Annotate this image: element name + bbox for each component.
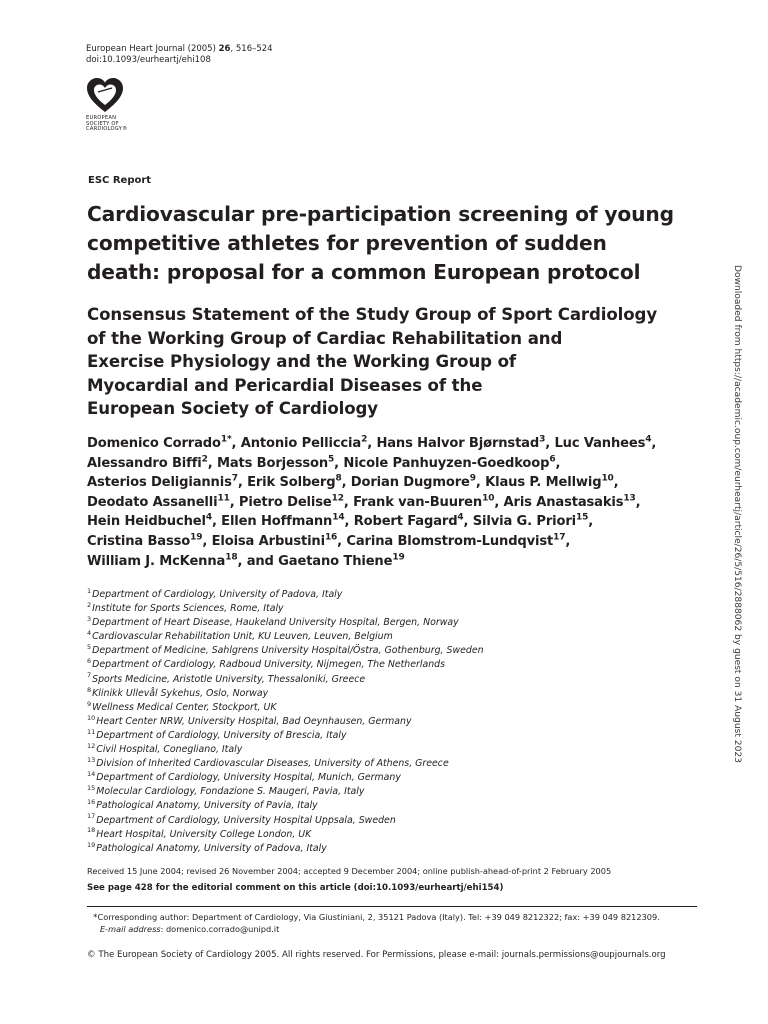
affiliation-number: 6 (87, 657, 92, 666)
affiliation (87, 785, 707, 799)
affiliation (87, 630, 707, 644)
author (212, 534, 347, 549)
logo-line: EUROPEAN (86, 115, 117, 121)
affiliation-text: Department of Heart Disease, Haukeland University Hospital, Bergen, Norway (92, 617, 459, 629)
article-title (87, 200, 707, 287)
author-name: Klaus P. Mellwig (485, 475, 602, 491)
logo-line: CARDIOLOGY® (86, 126, 128, 133)
author (376, 436, 554, 451)
author-separator: , (231, 436, 241, 451)
affiliation-text: Cardiovascular Rehabilitation Unit, KU Leuven, Leuven, Belgium (92, 631, 393, 643)
author (346, 534, 570, 549)
author-affiliation-mark: 14 (332, 513, 345, 524)
affiliation-text: Pathological Anatomy, University of Pavia, Italy (96, 800, 318, 812)
author-affiliation-mark: 18 (225, 552, 238, 563)
affiliation-text: Department of Cardiology, University of Padova, Italy (92, 589, 343, 600)
author (87, 456, 217, 471)
author-affiliation-mark: 9 (469, 473, 476, 484)
email-line (93, 924, 660, 935)
author-name: Domenico Corrado (87, 436, 221, 451)
author-affiliation-mark: 12 (331, 493, 344, 504)
author-name: Antonio Pelliccia (240, 436, 362, 451)
affiliation-list (87, 588, 707, 856)
affiliation-number: 3 (87, 615, 92, 624)
correspondence-footnote (93, 912, 660, 935)
footnote-divider (87, 906, 697, 907)
affiliation-number: 18 (87, 826, 96, 835)
author-line (87, 473, 727, 493)
journal-citation (86, 44, 273, 66)
affiliation (87, 616, 707, 630)
author-name: Silvia G. Priori (472, 514, 576, 530)
author-affiliation-mark: 13 (623, 493, 636, 504)
author-affiliation-mark: 4 (645, 434, 652, 445)
logo-line: SOCIETY OF (86, 120, 119, 127)
subtitle-line: of the Working Group of Cardiac Rehabilitation and (87, 328, 563, 348)
author-separator: , (337, 533, 347, 549)
author-separator: , (545, 436, 555, 451)
author (87, 495, 239, 510)
affiliation (87, 673, 707, 687)
email-label: E-mail address (100, 924, 161, 934)
subtitle-line: Consensus Statement of the Study Group of Sport Cardiology (87, 305, 658, 324)
affiliation-text: Heart Hospital, University College London, UK (96, 828, 312, 840)
affiliation-number: 9 (87, 699, 92, 708)
author-name: Deodato Assanelli (87, 494, 218, 510)
author-separator: , (341, 475, 351, 491)
correspondence-address: Corresponding author: Department of Cardiology, Via Giustiniani, 2, 35121 Padova (Italy). Tel: +39 049 8212322; fax: +39 049 8212309. (97, 912, 660, 922)
title-line: Cardiovascular pre-participation screening of young (87, 202, 674, 226)
author-affiliation-mark: 1* (220, 434, 232, 445)
journal-name: European Heart Journal (2005) (86, 44, 216, 54)
affiliation-number: 1 (87, 586, 92, 595)
author-name: and Gaetano Thiene (246, 553, 393, 569)
author (485, 475, 618, 490)
author-name: Pietro Delise (238, 494, 332, 510)
affiliation-number: 11 (87, 727, 96, 736)
author-name: Robert Fagard (353, 514, 458, 530)
author-line (87, 512, 727, 532)
title-line: competitive athletes for prevention of sudden (87, 231, 607, 255)
asterisk-marker: * (93, 913, 98, 923)
affiliation (87, 743, 707, 757)
author-separator: , (588, 514, 594, 530)
author-separator: , (344, 514, 354, 530)
author-name: Asterios Deligiannis (87, 475, 232, 491)
author-affiliation-mark: 2 (361, 434, 368, 445)
author (87, 514, 221, 529)
affiliation (87, 799, 707, 813)
affiliation (87, 842, 707, 856)
subtitle-line: Myocardial and Pericardial Diseases of the (87, 375, 483, 395)
author-separator: , (237, 475, 248, 491)
esc-logo-text (86, 116, 156, 133)
author-affiliation-mark: 2 (201, 454, 208, 465)
author-line (87, 532, 727, 552)
affiliation-number: 12 (87, 741, 96, 750)
correspondence-line (93, 912, 660, 924)
author-separator: , (229, 494, 239, 510)
heart-logo-icon (86, 78, 124, 114)
affiliation-number: 2 (87, 600, 92, 609)
affiliation (87, 701, 707, 715)
affiliation-number: 5 (87, 643, 92, 652)
author-separator: , (334, 455, 344, 471)
author-separator: , (635, 494, 641, 510)
affiliation-text: Wellness Medical Center, Stockport, UK (92, 701, 277, 713)
affiliation-number: 8 (87, 685, 92, 694)
affiliation-number: 19 (87, 840, 96, 849)
affiliation (87, 602, 707, 616)
author-affiliation-mark: 17 (553, 532, 566, 543)
author-affiliation-mark: 3 (539, 434, 546, 445)
author (353, 495, 503, 510)
author-separator: , (463, 514, 473, 530)
author-name: Hein Heidbuchel (87, 514, 206, 530)
author (241, 436, 377, 451)
author-affiliation-mark: 4 (205, 513, 212, 524)
affiliation-text: Sports Medicine, Aristotle University, Thessaloniki, Greece (92, 673, 366, 685)
author-name: Erik Solberg (247, 475, 336, 491)
author-affiliation-mark: 8 (335, 473, 342, 484)
journal-pages: , 516–524 (230, 44, 273, 54)
author-name: Nicole Panhuyzen-Goedkoop (343, 455, 550, 471)
author (87, 475, 247, 490)
affiliation (87, 715, 707, 729)
affiliation-text: Department of Cardiology, University of Brescia, Italy (96, 729, 347, 741)
article-subtitle (87, 303, 707, 421)
affiliation (87, 757, 707, 771)
title-line: death: proposal for a common European protocol (87, 260, 641, 284)
author-separator: , (211, 514, 222, 530)
author (239, 495, 353, 510)
affiliation-number: 16 (87, 798, 96, 807)
affiliation (87, 658, 707, 672)
author (221, 514, 354, 529)
author (87, 534, 212, 549)
author-name: Luc Vanhees (554, 436, 646, 451)
author (87, 436, 241, 451)
author-separator: , (343, 494, 354, 510)
author-name: Carina Blomstrom-Lundqvist (346, 533, 554, 549)
affiliation-number: 10 (87, 713, 96, 722)
section-label: ESC Report (88, 175, 152, 186)
author-name: Aris Anastasakis (503, 494, 624, 510)
author-name: Frank van-Buuren (353, 494, 483, 510)
author-affiliation-mark: 6 (549, 454, 556, 465)
email-address: : domenico.corrado@unipd.it (160, 924, 280, 934)
author-line (87, 454, 727, 474)
author-separator: , (494, 494, 504, 510)
affiliation-text: Heart Center NRW, University Hospital, Bad Oeynhausen, Germany (96, 715, 412, 727)
author-affiliation-mark: 4 (457, 513, 464, 524)
affiliation-text: Molecular Cardiology, Fondazione S. Maugeri, Pavia, Italy (96, 786, 365, 798)
author-affiliation-mark: 19 (392, 552, 405, 563)
affiliation-number: 4 (87, 629, 92, 638)
author-list (87, 434, 727, 571)
affiliation-text: Department of Medicine, Sahlgrens University Hospital/Östra, Gothenburg, Sweden (92, 645, 484, 657)
journal-line (86, 44, 273, 55)
author (343, 456, 560, 471)
author-affiliation-mark: 11 (217, 493, 230, 504)
author (247, 554, 405, 569)
author (554, 436, 656, 451)
author-affiliation-mark: 19 (190, 532, 203, 543)
affiliation (87, 644, 707, 658)
affiliation-text: Klinikk Ullevål Sykehus, Oslo, Norway (92, 687, 269, 699)
author-name: Cristina Basso (87, 533, 191, 549)
author-affiliation-mark: 7 (231, 473, 238, 484)
author-separator: , (367, 436, 377, 451)
author-separator: , (202, 533, 212, 549)
author-affiliation-mark: 10 (601, 473, 614, 484)
esc-logo (86, 78, 156, 133)
affiliation-number: 17 (87, 812, 96, 821)
affiliation (87, 687, 707, 701)
author-affiliation-mark: 10 (482, 493, 495, 504)
affiliation (87, 771, 707, 785)
author-name: Eloisa Arbustini (211, 533, 325, 549)
author-name: Mats Borjesson (216, 455, 329, 471)
affiliation-number: 15 (87, 784, 96, 793)
author (247, 475, 351, 490)
received-dates: Received 15 June 2004; revised 26 November 2004; accepted 9 December 2004; online publish-ahead-of-print 2 February 2005 (87, 866, 612, 876)
author-line (87, 493, 727, 513)
affiliation-number: 14 (87, 770, 96, 779)
author (217, 456, 343, 471)
author-line (87, 552, 727, 572)
author-separator: , (207, 455, 217, 471)
affiliation-number: 13 (87, 756, 96, 764)
author-name: Alessandro Biffi (87, 455, 202, 471)
author-separator: , (237, 553, 247, 569)
author-line (87, 434, 727, 454)
affiliation (87, 729, 707, 743)
affiliation-text: Department of Cardiology, Radboud University, Nijmegen, The Netherlands (92, 659, 445, 671)
subtitle-line: Exercise Physiology and the Working Group of (87, 352, 517, 372)
author (354, 514, 473, 529)
author-separator: , (613, 475, 619, 491)
author-separator: , (475, 475, 486, 491)
author-separator: , (555, 455, 561, 471)
affiliation (87, 814, 707, 828)
author-separator: , (651, 436, 657, 451)
editorial-comment-note: See page 428 for the editorial comment on this article (doi:10.1093/eurheartj/ehi154) (87, 883, 504, 893)
author (473, 514, 593, 529)
affiliation (87, 588, 707, 602)
copyright-notice: © The European Society of Cardiology 2005. All rights reserved. For Permissions, please e-mail: journals.permissions@oupjournals.org (87, 950, 666, 960)
affiliation-text: Department of Cardiology, University Hospital, Munich, Germany (96, 772, 401, 784)
author-separator: , (565, 533, 571, 549)
affiliation-text: Civil Hospital, Conegliano, Italy (96, 744, 243, 756)
author (504, 495, 641, 510)
author-affiliation-mark: 15 (575, 513, 589, 524)
author-name: Hans Halvor Bjørnstad (376, 436, 540, 451)
article-doi: doi:10.1093/eurheartj/ehi108 (86, 55, 211, 65)
author-name: Dorian Dugmore (350, 475, 470, 491)
author-name: Ellen Hoffmann (221, 514, 333, 530)
author (87, 554, 247, 569)
affiliation-text: Institute for Sports Sciences, Rome, Italy (92, 603, 284, 615)
author-affiliation-mark: 5 (328, 454, 335, 465)
affiliation (87, 828, 707, 842)
affiliation-text: Department of Cardiology, University Hospital Uppsala, Sweden (96, 814, 396, 826)
subtitle-line: European Society of Cardiology (87, 399, 379, 419)
author-name: William J. McKenna (87, 553, 226, 569)
author (351, 475, 485, 490)
affiliation-number: 7 (87, 671, 92, 680)
author-affiliation-mark: 16 (324, 532, 338, 543)
download-watermark: Downloaded from https://academic.oup.com/eurheartj/article/26/5/516/2888062 by guest on 31 August 2023 (732, 265, 742, 763)
affiliation-text: Division of Inherited Cardiovascular Diseases, University of Athens, Greece (96, 758, 449, 770)
journal-volume: 26 (218, 44, 231, 54)
affiliation-text: Pathological Anatomy, University of Padova, Italy (96, 842, 327, 854)
